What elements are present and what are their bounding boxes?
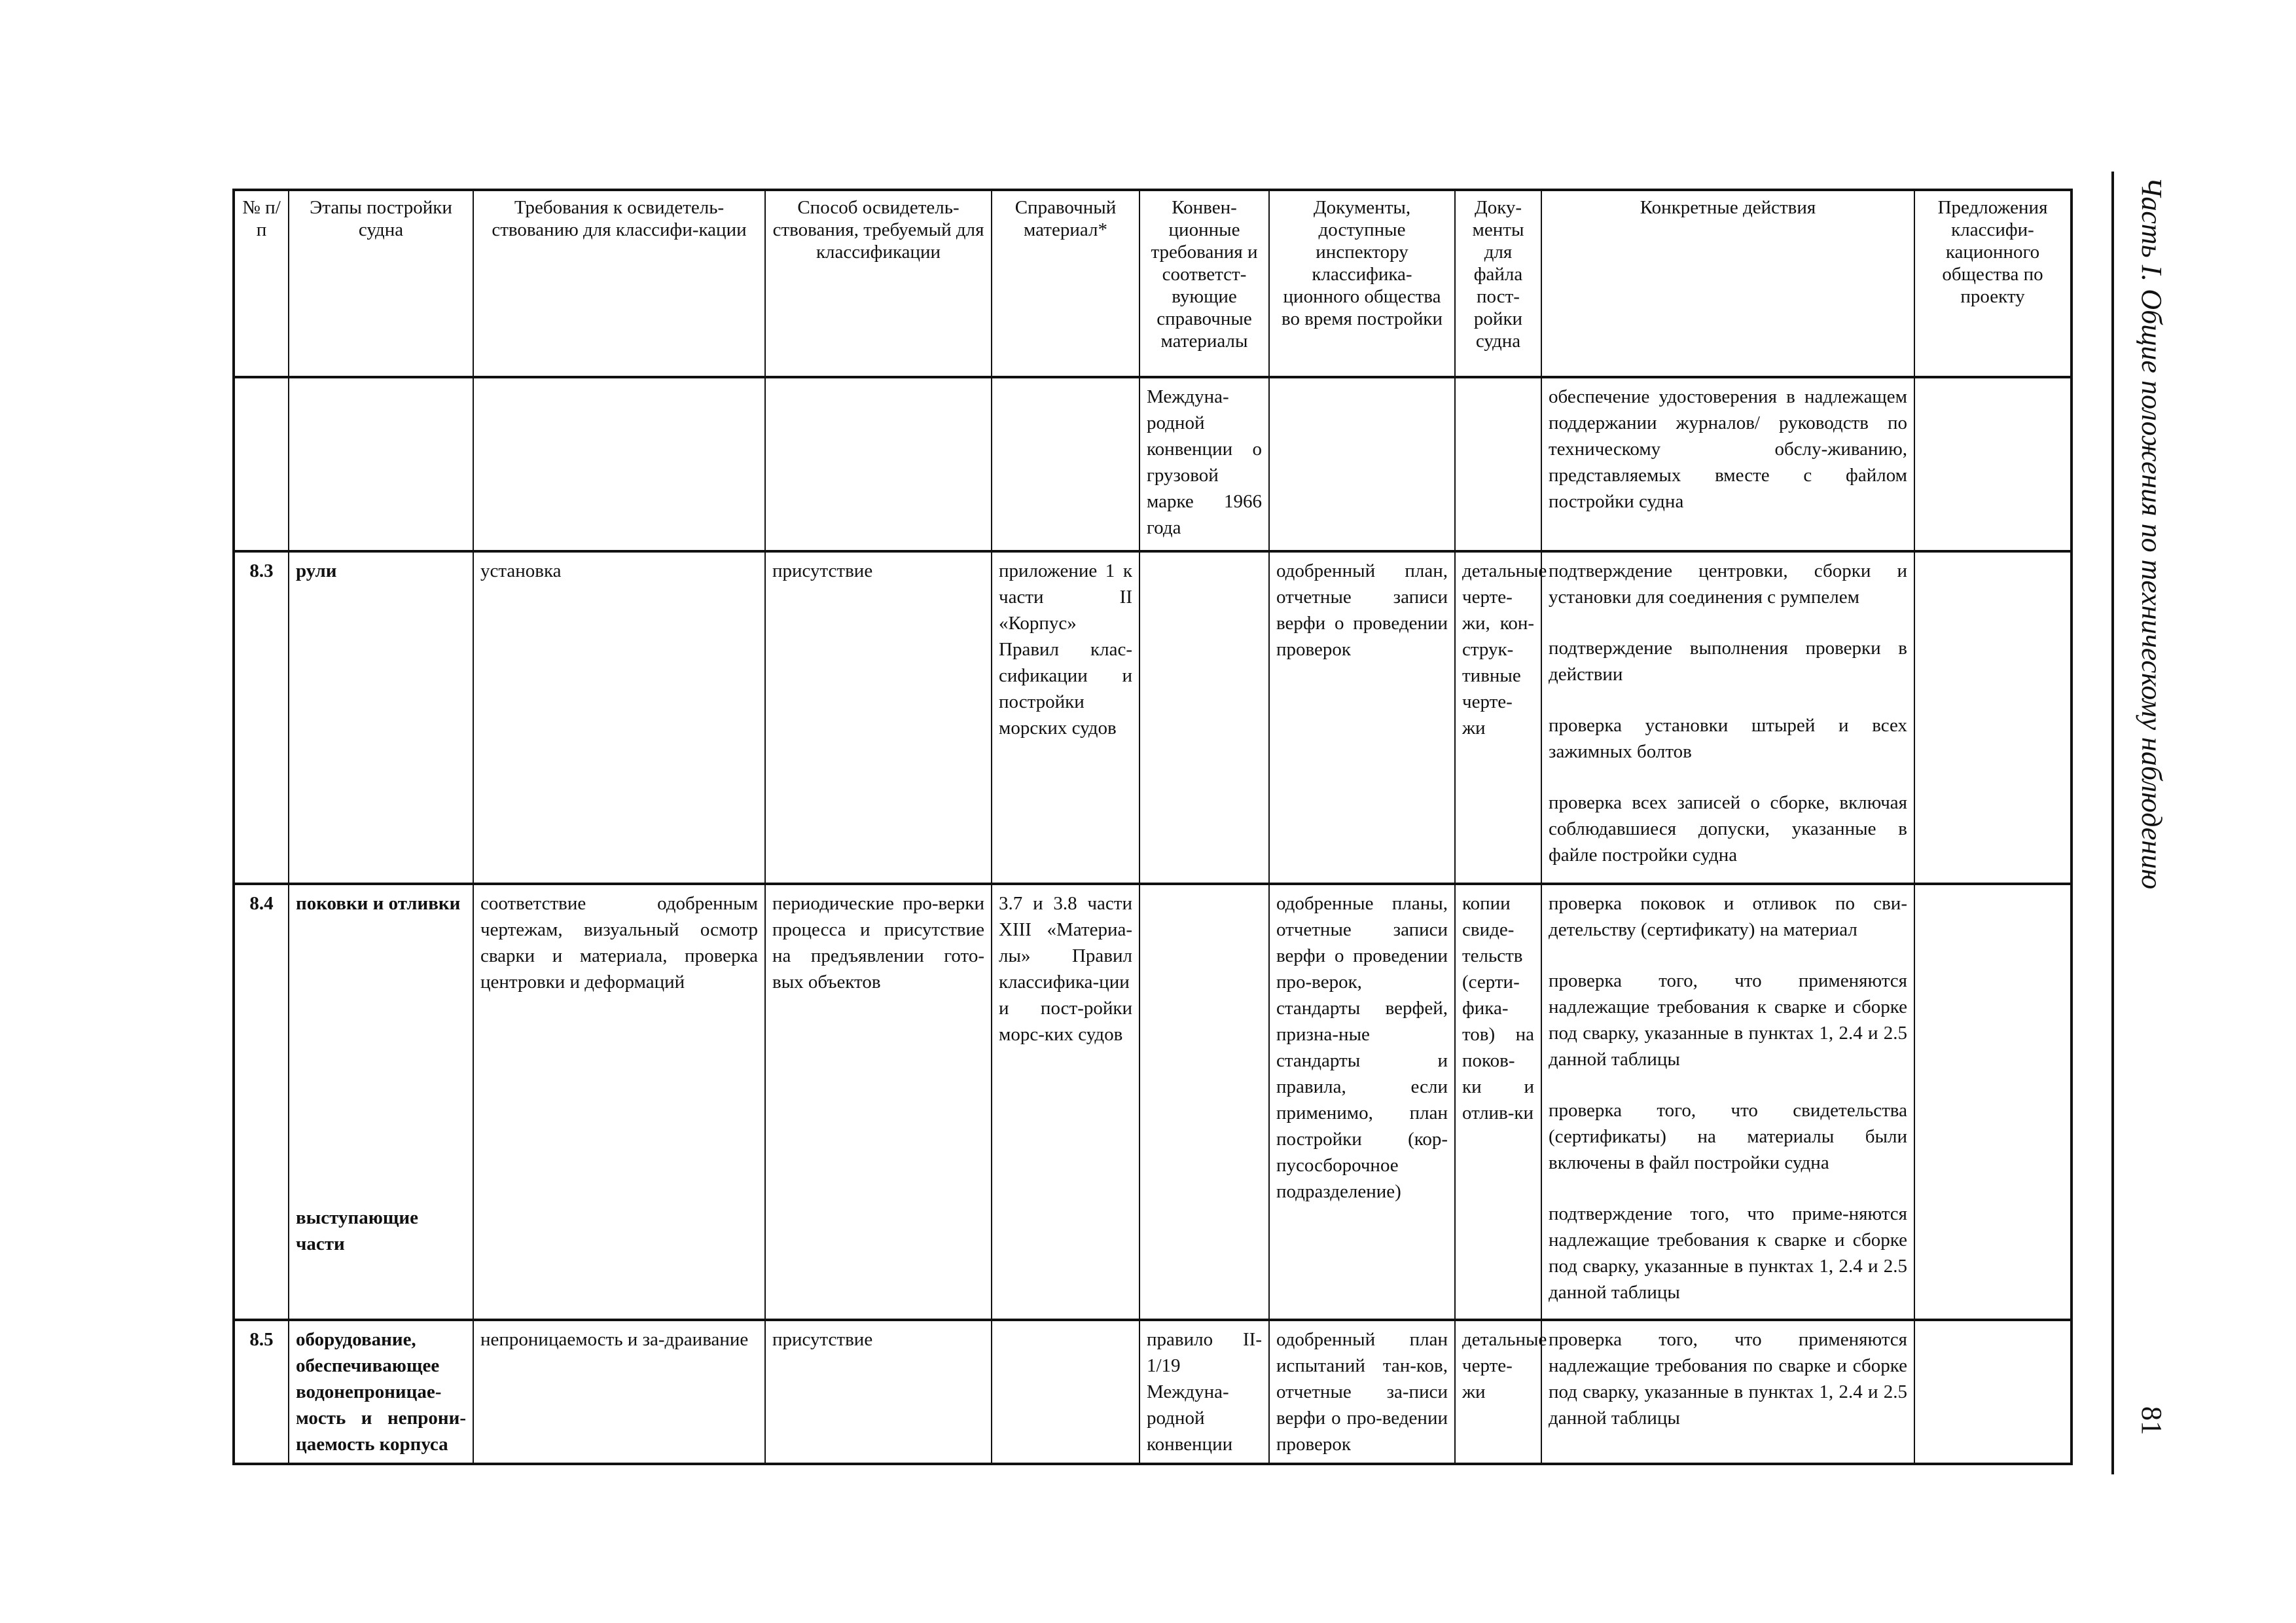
row-convention: Междуна-родной конвенции о грузовой марке 1966 года xyxy=(1139,377,1269,551)
row-proposals xyxy=(1914,884,2072,1320)
action-item: проверка того, что применяются надлежащие требования к сварке и сборке под сварку, указанные в пунктах 1, 2.4 и 2.5 данной таблицы xyxy=(1549,970,1907,1070)
table-row xyxy=(234,377,2072,551)
action-item: проверка всех записей о сборке, включая соблюдавшиеся допуски, указанные в файле постройки судна xyxy=(1549,792,1907,866)
table-header xyxy=(234,190,2072,377)
row-stage xyxy=(289,377,473,551)
page-number: 81 xyxy=(2136,1406,2168,1435)
action-item: обеспечение удостоверения в надлежащем поддержании журналов/ руководств по техническому обслу-живанию, представляемых вместе с файлом постройки судна xyxy=(1549,386,1907,512)
row-requirements: непроницаемость и за-драивание xyxy=(473,1320,765,1464)
side-divider xyxy=(2111,172,2114,1474)
row-documents: одобренные планы, отчетные записи верфи о проведении про-верок, стандарты верфей, призна-ные стандарты и правила, если применимо, план постройки (кор-пусосборочное подразделение) xyxy=(1269,884,1455,1320)
row-file-docs: детальные черте-жи xyxy=(1455,1320,1541,1464)
row-number: 8.5 xyxy=(234,1320,289,1464)
row-method: периодические про-верки процесса и присутствие на предъявлении гото-вых объектов xyxy=(765,884,992,1320)
header-documents: Документы, доступные инспектору классифика-ционного общества во время постройки xyxy=(1269,190,1455,377)
row-convention xyxy=(1139,884,1269,1320)
header-proposals: Предложения классифи-кационного общества по проекту xyxy=(1914,190,2072,377)
header-method: Способ освидетель-ствования, требуемый для классификации xyxy=(765,190,992,377)
row-actions xyxy=(1541,551,1914,884)
row-stage: оборудование, обеспечивающее водонепроницае-мость и непрони-цаемость корпуса xyxy=(289,1320,473,1464)
row-documents xyxy=(1269,377,1455,551)
header-convention: Конвен-ционные требования и соответст-вующие справочные материалы xyxy=(1139,190,1269,377)
action-item: проверка установки штырей и всех зажимных болтов xyxy=(1549,715,1907,762)
row-actions xyxy=(1541,377,1914,551)
row-requirements xyxy=(473,377,765,551)
row-proposals xyxy=(1914,1320,2072,1464)
row-convention xyxy=(1139,551,1269,884)
row-file-docs xyxy=(1455,377,1541,551)
row-number xyxy=(234,377,289,551)
row-reference: приложение 1 к части II «Корпус» Правил клас-сификации и постройки морских судов xyxy=(992,551,1139,884)
row-file-docs: детальные черте-жи, кон-струк-тивные черте-жи xyxy=(1455,551,1541,884)
row-actions xyxy=(1541,884,1914,1320)
row-reference: 3.7 и 3.8 части XIII «Материа-лы» Правил классифика-ции и пост-ройки морс-ких судов xyxy=(992,884,1139,1320)
row-method: присутствие xyxy=(765,1320,992,1464)
action-item: подтверждение центровки, сборки и установки для соединения с румпелем xyxy=(1549,560,1907,608)
action-item: подтверждение выполнения проверки в действии xyxy=(1549,638,1907,685)
sub-stage-label: выступающие части xyxy=(296,1207,418,1254)
header-stage: Этапы постройки судна xyxy=(289,190,473,377)
row-proposals xyxy=(1914,551,2072,884)
header-file-docs: Доку-менты для файла пост-ройки судна xyxy=(1455,190,1541,377)
row-stage xyxy=(289,884,473,1320)
row-number: 8.4 xyxy=(234,884,289,1320)
table-row xyxy=(234,551,2072,884)
header-number: № п/п xyxy=(234,190,289,377)
row-requirements: установка xyxy=(473,551,765,884)
header-actions: Конкретные действия xyxy=(1541,190,1914,377)
stage-label: поковки и отливки xyxy=(296,893,461,914)
action-item: проверка поковок и отливок по сви-детельству (сертификату) на материал xyxy=(1549,893,1907,940)
action-item: проверка того, что свидетельства (сертификаты) на материалы были включены в файл постройки судна xyxy=(1549,1100,1907,1173)
action-item: проверка того, что применяются надлежащие требования по сварке и сборке под сварку, указанные в пунктах 1, 2.4 и 2.5 данной таблицы xyxy=(1549,1329,1907,1429)
row-requirements: соответствие одобренным чертежам, визуальный осмотр сварки и материала, проверка центровки и деформаций xyxy=(473,884,765,1320)
header-requirements: Требования к освидетель-ствованию для классифи-кации xyxy=(473,190,765,377)
requirements-table xyxy=(232,189,2073,1465)
row-actions xyxy=(1541,1320,1914,1464)
row-number: 8.3 xyxy=(234,551,289,884)
running-title: Часть I. Общие положения по техническому наблюдению xyxy=(2136,177,2168,890)
header-reference: Справочный материал* xyxy=(992,190,1139,377)
row-reference xyxy=(992,1320,1139,1464)
table-row xyxy=(234,1320,2072,1464)
row-stage: рули xyxy=(289,551,473,884)
row-method xyxy=(765,377,992,551)
row-reference xyxy=(992,377,1139,551)
row-proposals xyxy=(1914,377,2072,551)
row-documents: одобренный план, отчетные записи верфи о проведении проверок xyxy=(1269,551,1455,884)
table-row xyxy=(234,884,2072,1320)
row-convention: правило II-1/19 Междуна-родной конвенции xyxy=(1139,1320,1269,1464)
row-file-docs: копии свиде-тельств (серти-фика-тов) на поков-ки и отлив-ки xyxy=(1455,884,1541,1320)
row-documents: одобренный план испытаний тан-ков, отчетные за-писи верфи о про-ведении проверок xyxy=(1269,1320,1455,1464)
action-item: подтверждение того, что приме-няются надлежащие требования к сварке и сборке под сварку, указанные в пунктах 1, 2.4 и 2.5 данной таблицы xyxy=(1549,1203,1907,1303)
row-method: присутствие xyxy=(765,551,992,884)
